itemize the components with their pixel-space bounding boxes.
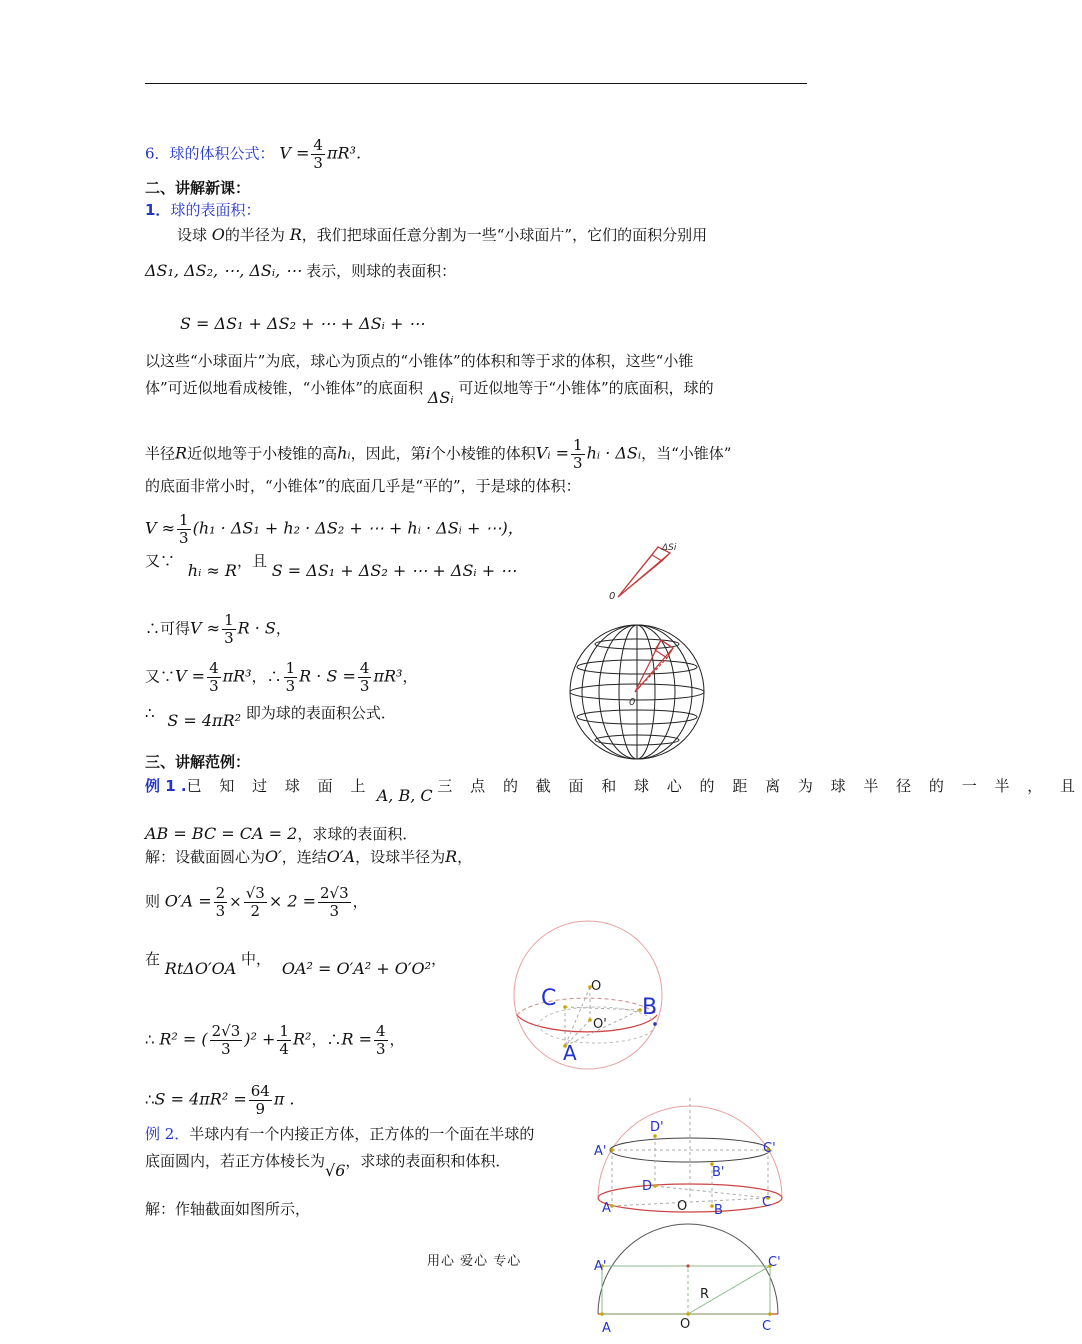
radius-label: R [700, 1287, 710, 1302]
paragraph-line: 体”可近似地看成棱锥，“小锥体”的底面积 ΔSᵢ 可近似地等于“小锥体”的底面积，球的 [145, 379, 714, 407]
example-1-line: 例 1 .已 知 过 球 面 上 A, B, C 三 点 的 截 面 和 球 心 的 距 离 为 球 半 径 的 一 半 ， 且 [145, 777, 1082, 805]
point-a-prime-label: A' [594, 1259, 607, 1274]
formula-rhs: πR³． [326, 143, 372, 163]
surface-sum-equation: S = ΔS₁ + ΔS₂ + ⋯ + ΔSᵢ + ⋯ [180, 314, 425, 333]
origin-label: 0 [609, 591, 616, 602]
formula-lhs: V = [279, 143, 310, 163]
point-b-label: B [642, 995, 658, 1020]
hemisphere-cube-figure [590, 1098, 795, 1218]
section-title-examples: 三、讲解范例： [145, 753, 251, 771]
point-c-label: C [541, 986, 557, 1011]
cone-figure [600, 535, 690, 605]
sphere-section-figure [505, 925, 670, 1065]
equation-line: ∴ S = 4πR² 即为球的表面积公式． [145, 704, 396, 730]
equation-line: ∴ R² = ( $\frac{2√3}{3}$ )² + $\frac{1}{4}$ R²，∴R = $\frac{4}{3}$ ， [145, 1022, 405, 1058]
paragraph-line: 设球 O的半径为 R，我们把球面任意分割为一些“小球面片”，它们的面积分别用 [177, 225, 708, 244]
point-o-label: O [677, 1199, 688, 1214]
equation-line: 又∵V = $\frac{4}{3}$ πR³，∴ $\frac{1}{3}$ R · S = $\frac{4}{3}$ πR³， [145, 659, 418, 695]
equation-line: 又∵ hᵢ ≈ R，且 S = ΔS₁ + ΔS₂ + ⋯ + ΔSᵢ + ⋯ [145, 552, 517, 580]
solution-line: 解：设截面圆心为O′，连结O′A，设球半径为R， [145, 847, 473, 866]
point-b-label: B [714, 1203, 723, 1218]
point-c-prime-label: C' [768, 1255, 781, 1270]
equation-line: ∴可得V ≈ $\frac{1}{3}$ R · S， [145, 611, 291, 647]
subsection-surface-area: 1．球的表面积： [145, 201, 261, 219]
point-o-label: O [680, 1317, 691, 1332]
section-title-new-lesson: 二、讲解新课： [145, 179, 251, 197]
point-c-prime-label: C' [763, 1141, 776, 1156]
page-footer: 用心 爱心 专心 [427, 1254, 522, 1269]
point-c-label: C [762, 1195, 772, 1210]
volume-formula-line [145, 137, 372, 172]
equation-line: ∴S = 4πR² = $\frac{64}{9}$ π . [145, 1082, 295, 1118]
paragraph-line: 半径R近似地等于小棱锥的高hᵢ，因此，第i个小棱锥的体积Vᵢ = $\frac{1}{3}$ hᵢ · ΔSᵢ，当“小锥体” [145, 436, 732, 472]
equation-line: 则 O′A = $\frac{2}{3}$ × $\frac{√3}{2}$ × 2 = $\frac{2√3}{3}$ ， [145, 884, 368, 920]
point-o-label: O [591, 979, 602, 994]
point-d-label: D [642, 1179, 653, 1194]
point-a-label: A [563, 1041, 577, 1065]
delta-s-label: ΔSi [662, 543, 677, 553]
example-2-line: 底面圆内，若正方体棱长为√6，求球的表面积和体积． [145, 1152, 511, 1180]
equation-line: AB = BC = CA = 2，求球的表面积． [145, 824, 418, 843]
point-c-label: C [762, 1319, 772, 1334]
sphere-figure [565, 622, 710, 762]
section-label: 球的体积公式： [169, 144, 275, 163]
volume-approx-equation: V ≈ $\frac{1}{3}$ (h₁ · ΔS₁ + h₂ · ΔS₂ + ⋯ + hᵢ · ΔSᵢ + ⋯)， [145, 511, 524, 547]
fraction: $\frac{4}{3}$ [313, 136, 323, 172]
header-rule [145, 83, 807, 84]
paragraph-line: 以这些“小球面片”为底，球心为顶点的“小锥体”的体积和等于求的体积，这些“小锥 [145, 352, 694, 370]
point-b-prime-label: B' [712, 1165, 725, 1180]
point-a-label: A [602, 1201, 611, 1216]
equation-line: 在 RtΔO′OA 中， OA² = O′A² + O′O²， [145, 950, 447, 978]
example-2-line: 例 2．半球内有一个内接正方体，正方体的一个面在半球的 [145, 1125, 535, 1143]
paragraph-line: 的底面非常小时，“小锥体”的底面几乎是“平的”，于是球的体积： [145, 477, 581, 495]
point-o-prime-label: O' [593, 1017, 607, 1032]
point-a-label: A [602, 1321, 611, 1336]
section-number: 6． [145, 144, 170, 163]
center-label: 0 [629, 697, 636, 708]
solution-line: 解：作轴截面如图所示， [145, 1200, 311, 1218]
paragraph-line: ΔS₁, ΔS₂, ⋯, ΔSᵢ, ⋯ 表示，则球的表面积： [145, 261, 457, 280]
axial-section-figure [588, 1216, 793, 1340]
point-a-prime-label: A' [594, 1144, 607, 1159]
point-d-prime-label: D' [650, 1120, 664, 1135]
